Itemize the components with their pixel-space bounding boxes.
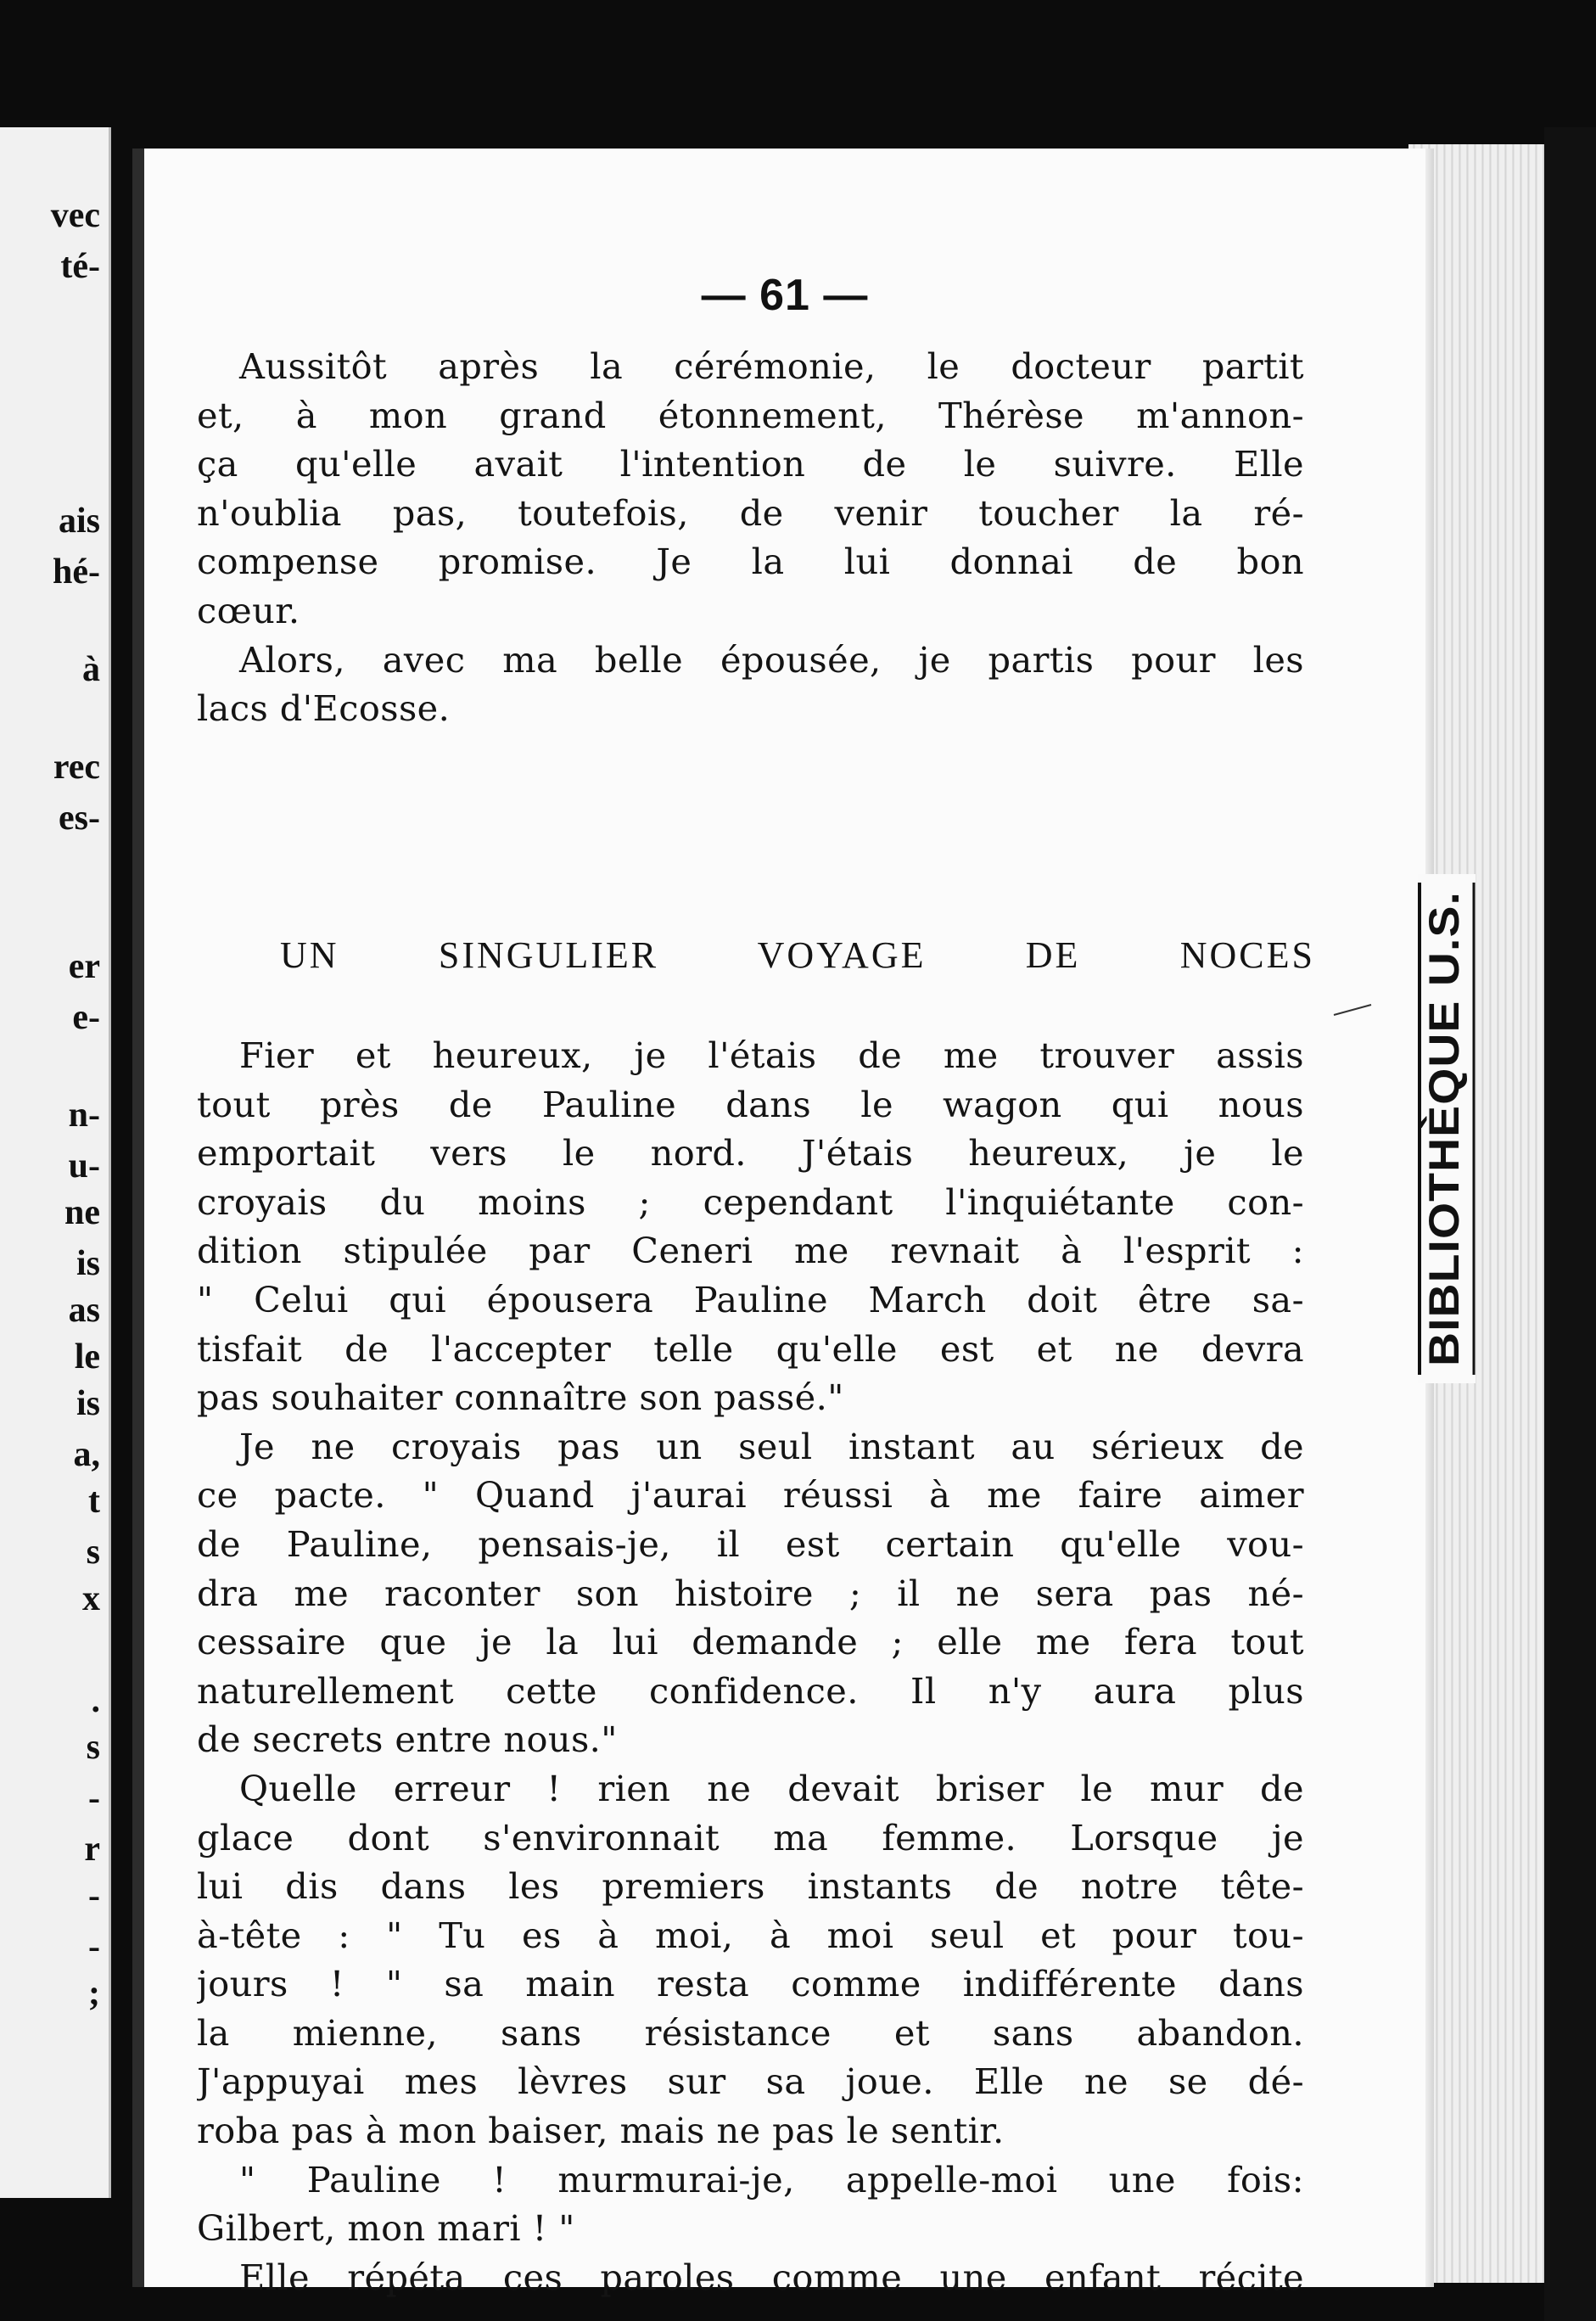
text-line: pas souhaiter connaître son passé."	[197, 1376, 844, 1419]
left-fragment: er	[68, 947, 100, 986]
left-fragment: -	[88, 1927, 100, 1966]
text-line: roba pas à mon baiser, mais ne pas le sentir.	[197, 2110, 1005, 2152]
left-fragment: ;	[88, 1974, 100, 2013]
text-line: naturellement cette confidence. Il n'y aura plus	[197, 1669, 1304, 1712]
text-line: Gilbert, mon mari ! "	[197, 2207, 575, 2250]
margin-tick-mark	[1332, 1001, 1375, 1018]
text-line: Fier et heureux, je l'étais de me trouver assis	[239, 1034, 1304, 1076]
left-fragment: té-	[60, 247, 100, 286]
left-fragment: -	[88, 1876, 100, 1915]
left-fragment: .	[91, 1681, 100, 1720]
paragraph-opening	[197, 342, 1304, 733]
left-fragment: ne	[64, 1193, 100, 1232]
left-fragment: ais	[58, 502, 100, 541]
left-fragment: is	[76, 1244, 100, 1283]
text-line: compense promise. Je la lui donnai de bon	[197, 541, 1304, 583]
paragraph-chapter-body	[197, 1031, 1304, 2301]
text-line: dition stipulée par Ceneri me revnait à l'esprit :	[197, 1230, 1304, 1272]
left-fragment: e-	[72, 998, 100, 1037]
left-fragment: x	[82, 1579, 100, 1618]
text-line: glace dont s'environnait ma femme. Lorsque je	[197, 1816, 1304, 1858]
left-fragment: le	[74, 1337, 100, 1376]
stamp-text: BIBLIOTHÈQUE U.S.	[1420, 937, 1468, 1366]
text-line: et, à mon grand étonnement, Thérèse m'annon-	[197, 394, 1304, 436]
text-line: tisfait de l'accepter telle qu'elle est et ne devra	[197, 1327, 1304, 1370]
text-line: croyais du moins ; cependant l'inquiétante con-	[197, 1180, 1304, 1223]
text-line: ce pacte. " Quand j'aurai réussi à me faire aimer	[197, 1474, 1304, 1516]
text-line: de Pauline, pensais-je, il est certain qu'elle vou-	[197, 1522, 1304, 1565]
text-line: " Celui qui épousera Pauline March doit être sa-	[197, 1278, 1304, 1320]
text-line: Elle répéta ces paroles comme une enfant récite	[239, 2256, 1304, 2298]
left-fragment: u-	[68, 1146, 100, 1186]
left-fragment: rec	[53, 748, 100, 787]
text-line: ça qu'elle avait l'intention de le suivre. Elle	[197, 443, 1304, 485]
text-line: dra me raconter son histoire ; il ne sera pas né-	[197, 1572, 1304, 1614]
text-line: de secrets entre nous."	[197, 1718, 618, 1761]
library-stamp	[1413, 874, 1481, 1383]
text-line: Aussitôt après la cérémonie, le docteur partit	[239, 345, 1304, 387]
text-line: la mienne, sans résistance et sans abandon.	[197, 2011, 1304, 2054]
left-fragment: à	[82, 650, 100, 689]
text-line: Je ne croyais pas un seul instant au sérieux de	[239, 1425, 1304, 1467]
text-line: Alors, avec ma belle épousée, je partis pour les	[239, 638, 1304, 681]
left-fragment: es-	[59, 799, 100, 838]
left-fragment: a,	[73, 1435, 100, 1474]
left-fragment: vec	[50, 196, 100, 235]
text-line: cessaire que je la lui demande ; elle me fera tout	[197, 1621, 1304, 1663]
text-line: n'oublia pas, toutefois, de venir toucher la ré-	[197, 491, 1304, 534]
library-stamp-graphic	[1413, 874, 1481, 1383]
left-fragment: -	[88, 1779, 100, 1818]
left-fragment: t	[88, 1482, 100, 1521]
main-page	[132, 149, 1434, 2298]
text-line: Quelle erreur ! rien ne devait briser le mur de	[239, 1767, 1304, 1809]
text-line: emportait vers le nord. J'étais heureux, je le	[197, 1132, 1304, 1175]
left-fragment: as	[68, 1291, 100, 1330]
text-line: à-tête : " Tu es à moi, à moi seul et pour tou-	[197, 1914, 1304, 1956]
page-number: — 61 —	[701, 271, 869, 320]
left-facing-page	[0, 127, 111, 2198]
left-fragment: s	[86, 1728, 100, 1767]
text-line: tout près de Pauline dans le wagon qui nous	[197, 1083, 1304, 1125]
left-fragment: s	[86, 1533, 100, 1572]
text-line: lui dis dans les premiers instants de notre tête-	[197, 1865, 1304, 1908]
left-fragment: r	[84, 1830, 100, 1869]
left-fragment: hé-	[53, 552, 100, 591]
text-line: cœur.	[197, 589, 300, 631]
text-line: lacs d'Ecosse.	[197, 687, 451, 730]
scan-background-edge	[1544, 127, 1596, 2321]
text-line: " Pauline ! murmurai-je, appelle-moi une fois:	[239, 2158, 1304, 2200]
section-heading: UN SINGULIER VOYAGE DE NOCES	[280, 934, 1315, 976]
text-line: J'appuyai mes lèvres sur sa joue. Elle ne se dé-	[197, 2060, 1304, 2103]
left-fragment: is	[76, 1384, 100, 1423]
text-line: jours ! " sa main resta comme indifférente dans	[197, 1963, 1304, 2005]
left-fragment: n-	[68, 1096, 100, 1135]
